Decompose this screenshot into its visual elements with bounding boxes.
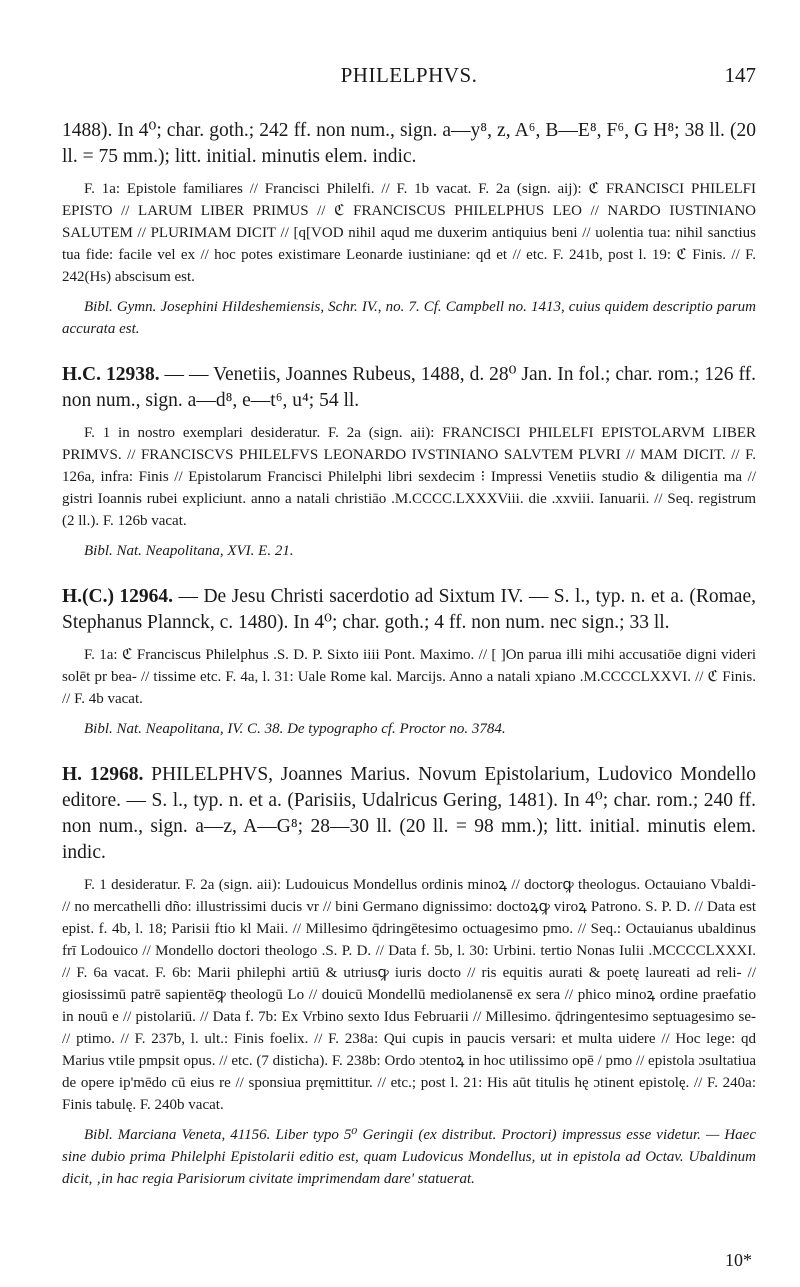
entry-head-text: — — Venetiis, Joannes Rubeus, 1488, d. 28⁰ Jan. In fol.; char. rom.; 126 ff. non num., sign. a—d⁸, e—t⁶, u⁴; 54 ll. <box>62 364 756 411</box>
bibliography-note: Bibl. Nat. Neapolitana, IV. C. 38. De typographo cf. Proctor no. 3784. <box>84 721 506 737</box>
folio-description: F. 1a: Epistole familiares // Francisci Philelfi. // F. 1b vacat. F. 2a (sign. aij): ℭ FRANCISCI PHILELFI EPISTO // LARUM LIBER PRIMUS // ℭ FRANCISCUS PHILELPHUS LEO // NARDO IUSTINIANO SALUTEM // PLURIMAM DICIT // [q[VOD nihil aqud me duxerim antiquius beni // uolentia tua: nihil sanctius tua fide: facile vel ex // hoc potes existimare Leonarde iustiniane: qd et // etc. F. 241b, post l. 19: ℭ Finis. // F. 242(Hs) abscisum est. <box>62 181 756 285</box>
page-number: 147 <box>724 63 756 87</box>
entry-head <box>62 362 756 414</box>
running-title: PHILELPHVS. <box>340 63 478 87</box>
entry-head-text: — De Jesu Christi sacerdotio ad Sixtum IV. — S. l., typ. n. et a. (Romae, Stephanus Plannck, c. 1480). In 4⁰; char. goth.; 4 ff. non num. nec sign.; 33 ll. <box>62 586 756 633</box>
page-content <box>62 118 756 1190</box>
folio-description: F. 1 desideratur. F. 2a (sign. aii): Ludouicus Mondellus ordinis minoꝝ // doctorꝙ theologus. Octauiano Vbaldi- // no mercathelli dño: illustrissimi ducis vr // bini Germano dignissimo: doctoꝝꝙ viroꝝ Patrono. S. P. D. // Data est epist. f. 4b, l. 18; Parisii ftio kl Maii. // Millesimo q̄dringētesimo octuagesimo pmo. // Seq.: Octauianus ubaldinus frī Lodouico // Mondello doctori theologo .S. P. D. // Data f. 5b, l. 30: Urbini. tertio Nonas Iulii .MCCCCLXXXI. // F. 6a vacat. F. 6b: Marii philephi artiū & utriusꝙ iuris docto // ris equitis aurati & poetę laureati ad reli- // giosissimū patrē sapientēꝙ theologū Lo // douicū Mondellū mediolanensē ex sera // phico minoꝝ ordine praefatio in nouū e // pistolariū. // Data f. 7b: Ex Vrbino sexto Idus Februarii // Millesimo. q̄dringentesimo septuagesimo se- // ptimo. // F. 237b, l. ult.: Finis foelix. // F. 238a: Qui cupis in paucis versari: et multa uidere // Hoc lege: qd Marius vtile pmpsit opus. // etc. (7 disticha). F. 238b: Ordo ɔtentoꝝ in hoc utilissimo opē / pmo // epistola ɔsultatiua de opere ip'mēdo cū eius re // sponsiua pręmittitur. // etc.; post l. 21: His aūt titulis hę ɔtinent epistolę. // F. 240a: Finis tabulę. F. 240b vacat. <box>62 877 756 1113</box>
entry-number: H.C. 12938. <box>62 364 160 385</box>
entry-head <box>62 762 756 866</box>
entry-continuation <box>62 118 756 340</box>
entry-number: H.(C.) 12964. <box>62 586 174 607</box>
entry-h-12968 <box>62 762 756 1190</box>
entry-head <box>62 584 756 636</box>
folio-description: F. 1a: ℭ Franciscus Philelphus .S. D. P. Sixto iiii Pont. Maximo. // [ ]On parua illi mihi accusatiōe digni videri solēt pr bea- // tissime etc. F. 4a, l. 31: Uale Rome kal. Marcijs. Anno a natali xpiano .M.CCCCLXXVI. // ℭ Finis. // F. 4b vacat. <box>62 647 756 707</box>
entry-number: H. 12968. <box>62 764 144 785</box>
running-head <box>62 63 756 91</box>
signature-mark: 10* <box>725 1250 752 1270</box>
entry-head: 1488). In 4⁰; char. goth.; 242 ff. non num., sign. a—y⁸, z, A⁶, B—E⁸, F⁶, G H⁸; 38 ll. (20 ll. = 75 mm.); litt. initial. minutis elem. indic. <box>62 120 756 167</box>
bibliography-note: Bibl. Nat. Neapolitana, XVI. E. 21. <box>84 543 294 559</box>
entry-head-text: PHILELPHVS, Joannes Marius. Novum Epistolarium, Ludovico Mondello editore. — S. l., typ. n. et a. (Parisiis, Udalricus Gering, 1481). In 4⁰; char. rom.; 240 ff. non num., sign. a—z, A—G⁸; 28—30 ll. (20 ll. = 98 mm.); litt. initial. minutis elem. indic. <box>62 764 757 863</box>
entry-hc-12938 <box>62 362 756 562</box>
bibliography-note: Bibl. Marciana Veneta, 41156. Liber typo 5⁰ Geringii (ex distribut. Proctori) impressus esse videtur. — Haec sine dubio prima Philelphi Epistolarii editio est, quam Ludovicus Mondellus, ut in epistola ad Octav. Ubaldinum dicit, ‚in hac regia Parisiorum civitate imprimendam dare' statuerat. <box>62 1127 756 1187</box>
folio-description: F. 1 in nostro exemplari desideratur. F. 2a (sign. aii): FRANCISCI PHILELFI EPISTOLARVM LIBER PRIMVS. // FRANCISCVS PHILELFVS LEONARDO IVSTINIANO SALVTEM PLVRI // MAM DICIT. // F. 126a, infra: Finis // Epistolarum Francisci Philelphi libri sexdecim ⁝ Impressi Venetiis studio & diligentia ma // gistri Ioannis rubei expliciunt. anno a natali christiāo .M.CCCC.LXXXViii. die .xxviii. Ianuarii. // Seq. registrum (2 ll.). F. 126b vacat. <box>62 425 756 529</box>
bibliography-note: Bibl. Gymn. Josephini Hildeshemiensis, Schr. IV., no. 7. Cf. Campbell no. 1413, cuius quidem descriptio parum accurata est. <box>62 299 756 337</box>
entry-hc-12964 <box>62 584 756 740</box>
